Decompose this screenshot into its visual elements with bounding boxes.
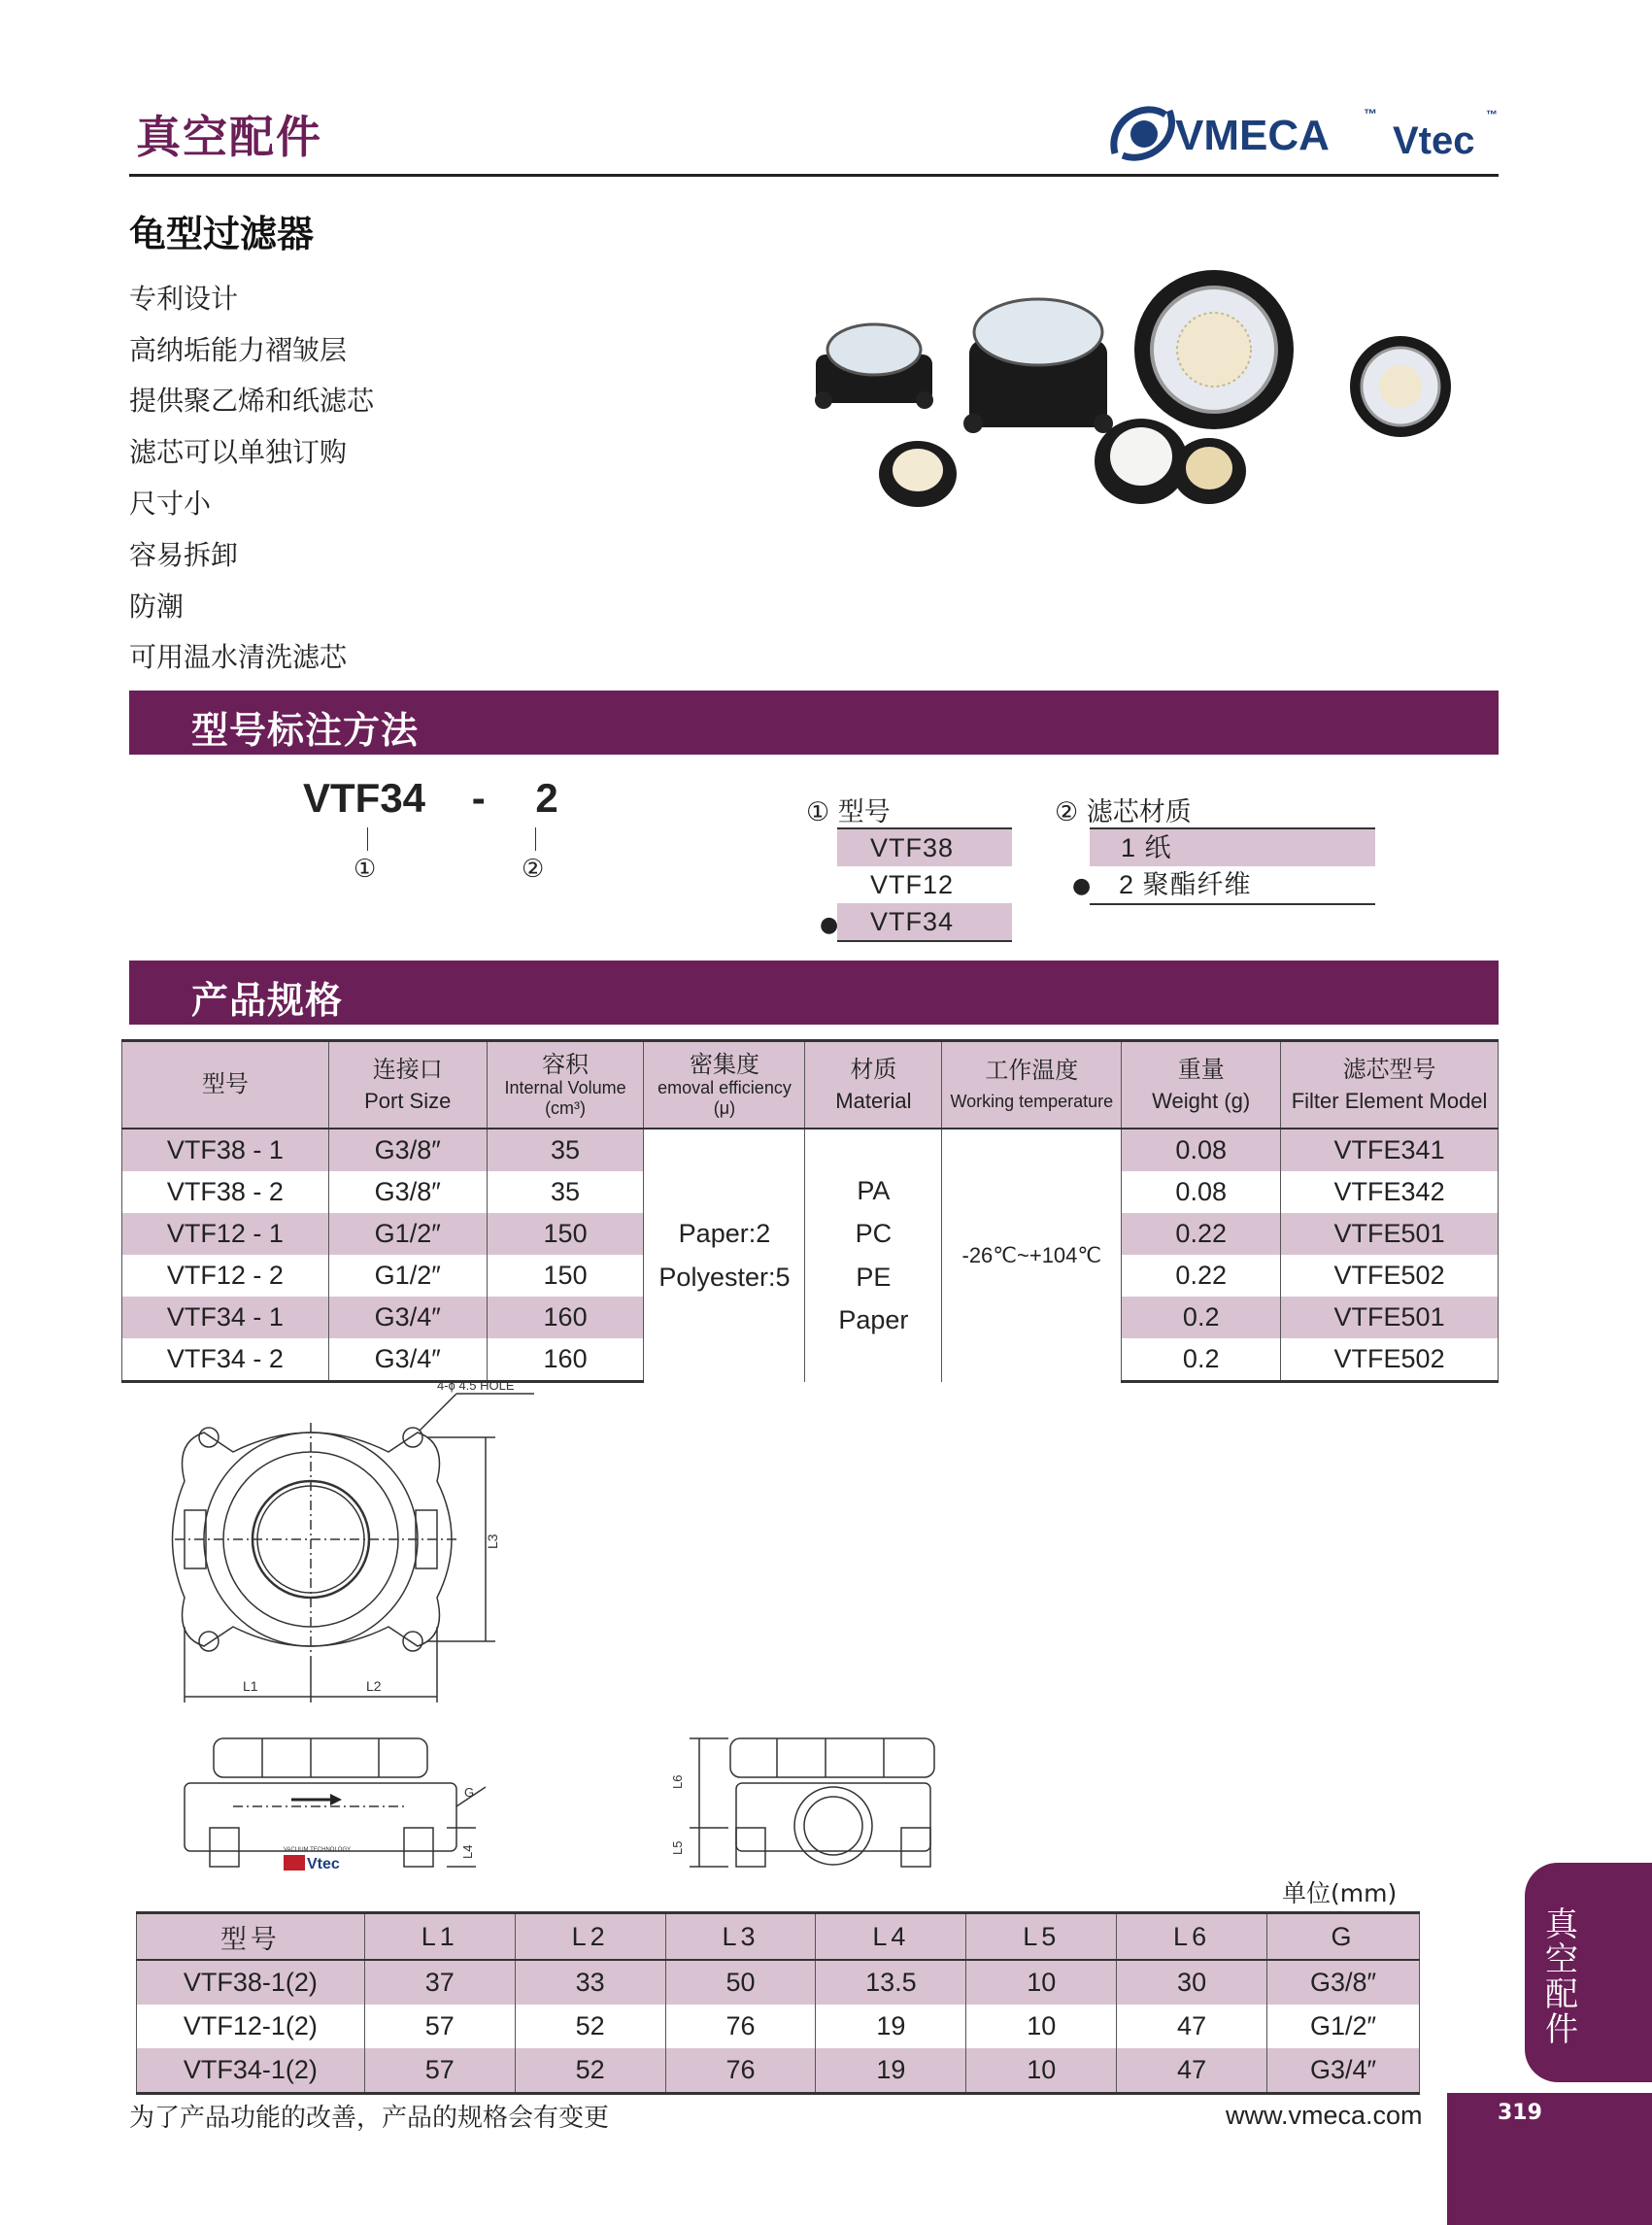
cell-weight: 0.2	[1122, 1338, 1281, 1382]
cell-volume: 35	[487, 1129, 644, 1171]
dim-cell: 52	[515, 2048, 665, 2094]
code-tick	[535, 827, 536, 851]
dim-l6: L6	[670, 1774, 685, 1789]
product-photo	[796, 262, 1496, 515]
spec-table	[121, 1039, 1499, 1383]
code-model: VTF34	[303, 775, 426, 821]
ordering-band-title: 型号标注方法	[191, 709, 420, 752]
dim-col: L3	[665, 1913, 816, 1961]
cell-port: G3/4″	[328, 1338, 487, 1382]
cell-filter: VTFE501	[1281, 1213, 1499, 1255]
cell-volume: 160	[487, 1297, 644, 1338]
dim-cell: G1/2″	[1267, 2005, 1420, 2048]
col-volume: 容积 Internal Volume (cm³)	[487, 1041, 644, 1129]
model-option: VTF12	[870, 870, 955, 899]
col-port: 连接口 Port Size	[328, 1041, 487, 1129]
cell-volume: 150	[487, 1255, 644, 1297]
cell-model: VTF12 - 2	[122, 1255, 329, 1297]
model-option: VTF38	[837, 829, 1012, 866]
page-number: 319	[1498, 2101, 1542, 2125]
cell-port: G1/2″	[328, 1213, 487, 1255]
feature-item: 容易拆卸	[129, 539, 239, 571]
col-weight: 重量 Weight (g)	[1122, 1041, 1281, 1129]
cell-material: PA PC PE Paper	[805, 1129, 942, 1382]
feature-item: 防潮	[129, 590, 185, 623]
table-row	[137, 2005, 1420, 2048]
dim-cell: 47	[1117, 2048, 1267, 2094]
vmeca-logo	[1105, 93, 1503, 171]
table-row	[137, 1960, 1420, 2005]
media-selected-dot: ●	[1072, 874, 1092, 898]
dim-col: G	[1267, 1913, 1420, 1961]
cell-model: VTF34 - 1	[122, 1297, 329, 1338]
dim-cell: 10	[966, 1960, 1117, 2005]
model-code	[303, 775, 558, 822]
side-tab-label: 真空配件	[1545, 1905, 1578, 2049]
footnote: 为了产品功能的改善，产品的规格会有变更	[129, 2104, 610, 2133]
table-row	[122, 1129, 1499, 1171]
col-material: 材质 Material	[805, 1041, 942, 1129]
spec-band-title: 产品规格	[191, 979, 344, 1022]
cell-port: G1/2″	[328, 1255, 487, 1297]
ordering-band	[129, 691, 1499, 755]
feature-item: 提供聚乙烯和纸滤芯	[129, 385, 375, 417]
dim-l1: L1	[243, 1678, 258, 1694]
model-options	[837, 827, 1012, 942]
cell-filter: VTFE502	[1281, 1255, 1499, 1297]
dim-cell: 52	[515, 2005, 665, 2048]
dim-cell: 37	[364, 1960, 515, 2005]
media-options	[1090, 827, 1375, 905]
feature-item: 可用温水清洗滤芯	[129, 641, 348, 673]
cell-weight: 0.2	[1122, 1297, 1281, 1338]
cell-filter: VTFE341	[1281, 1129, 1499, 1171]
unit-label: 单位(mm)	[1282, 1879, 1398, 1907]
feature-item: 高纳垢能力褶皱层	[129, 334, 348, 366]
dim-cell: 57	[364, 2005, 515, 2048]
dim-cell: 76	[665, 2005, 816, 2048]
badge-logo: Vtec	[307, 1856, 340, 1872]
dim-l5: L5	[670, 1840, 685, 1855]
col-temperature: 工作温度 Working temperature	[942, 1041, 1122, 1129]
cell-model: VTF12 - 1	[122, 1213, 329, 1255]
dim-col: L6	[1117, 1913, 1267, 1961]
cell-port: G3/4″	[328, 1297, 487, 1338]
cell-model: VTF38 - 2	[122, 1171, 329, 1213]
dim-cell: 33	[515, 1960, 665, 2005]
dim-g: G	[464, 1785, 475, 1800]
media-option-selected: 2 聚酯纤维	[1119, 870, 1252, 899]
dim-col: 型号	[137, 1913, 365, 1961]
website-link[interactable]: www.vmeca.com	[1226, 2101, 1423, 2130]
dim-cell: 50	[665, 1960, 816, 2005]
code-dash: -	[471, 775, 486, 821]
cell-volume: 35	[487, 1171, 644, 1213]
page-number-box	[1447, 2093, 1652, 2225]
product-name: 龟型过滤器	[129, 213, 315, 255]
media-option: 1 纸	[1090, 829, 1375, 866]
cell-volume: 160	[487, 1338, 644, 1382]
code-media: 2	[535, 775, 558, 821]
spec-header-row	[122, 1041, 1499, 1129]
cell-model: VTF38 - 1	[122, 1129, 329, 1171]
cell-weight: 0.22	[1122, 1213, 1281, 1255]
table-row	[137, 2048, 1420, 2094]
dim-col: L5	[966, 1913, 1117, 1961]
code-tick	[367, 827, 368, 851]
cell-efficiency: Paper:2 Polyester:5	[644, 1129, 805, 1382]
dim-cell: 57	[364, 2048, 515, 2094]
dim-l3: L3	[485, 1534, 500, 1549]
dim-cell: G3/4″	[1267, 2048, 1420, 2094]
feature-item: 尺寸小	[129, 488, 212, 520]
badge-text: VACUUM TECHNOLOGY	[284, 1847, 352, 1853]
dim-col: L2	[515, 1913, 665, 1961]
dim-cell: 10	[966, 2005, 1117, 2048]
dim-cell: 76	[665, 2048, 816, 2094]
logo-vtec-trademark: ™	[1486, 108, 1498, 121]
cell-filter: VTFE502	[1281, 1338, 1499, 1382]
logo-trademark: ™	[1364, 106, 1377, 121]
dim-cell: VTF12-1(2)	[137, 2005, 365, 2048]
col-filter-model: 滤芯型号 Filter Element Model	[1281, 1041, 1499, 1129]
col-model: 型号	[122, 1041, 329, 1129]
model-selected-dot: ●	[820, 913, 839, 937]
feature-item: 专利设计	[129, 283, 239, 315]
dim-cell: 10	[966, 2048, 1117, 2094]
drawing-side-view	[175, 1727, 486, 1882]
cell-port: G3/8″	[328, 1171, 487, 1213]
dim-cell: VTF38-1(2)	[137, 1960, 365, 2005]
dimension-table	[136, 1911, 1420, 2095]
dim-col: L4	[816, 1913, 966, 1961]
dim-cell: 47	[1117, 2005, 1267, 2048]
dim-cell: G3/8″	[1267, 1960, 1420, 2005]
dim-cell: VTF34-1(2)	[137, 2048, 365, 2094]
logo-wordmark: VMECA	[1175, 112, 1330, 159]
drawing-front-view	[670, 1727, 952, 1882]
dim-l4: L4	[460, 1844, 475, 1859]
dim-cell: 30	[1117, 1960, 1267, 2005]
spec-band	[129, 961, 1499, 1025]
dim-cell: 13.5	[816, 1960, 966, 2005]
dim-l2: L2	[366, 1678, 382, 1694]
media-heading: ② 滤芯材质	[1055, 797, 1192, 827]
cell-model: VTF34 - 2	[122, 1338, 329, 1382]
cell-weight: 0.08	[1122, 1129, 1281, 1171]
side-section-tab[interactable]	[1525, 1863, 1652, 2082]
cell-weight: 0.22	[1122, 1255, 1281, 1297]
col-efficiency: 密集度 emoval efficiency (μ)	[644, 1041, 805, 1129]
cell-temperature: -26℃~+104℃	[942, 1129, 1122, 1382]
page-section-title: 真空配件	[136, 111, 322, 163]
code-marker-2: ②	[522, 855, 545, 884]
code-marker-1: ①	[354, 855, 377, 884]
cell-filter: VTFE342	[1281, 1171, 1499, 1213]
cell-port: G3/8″	[328, 1129, 487, 1171]
feature-item: 滤芯可以单独订购	[129, 436, 348, 468]
cell-volume: 150	[487, 1213, 644, 1255]
drawing-top-view	[165, 1378, 573, 1714]
model-heading: ① 型号	[806, 797, 891, 827]
dim-cell: 19	[816, 2005, 966, 2048]
dim-cell: 19	[816, 2048, 966, 2094]
dim-header-row	[137, 1913, 1420, 1961]
dim-col: L1	[364, 1913, 515, 1961]
logo-vtec: Vtec	[1393, 119, 1475, 162]
cell-filter: VTFE501	[1281, 1297, 1499, 1338]
hole-callout: 4-ϕ 4.5 HOLE	[437, 1378, 515, 1393]
header-rule	[129, 174, 1499, 177]
model-option-selected: VTF34	[837, 903, 1012, 940]
cell-weight: 0.08	[1122, 1171, 1281, 1213]
